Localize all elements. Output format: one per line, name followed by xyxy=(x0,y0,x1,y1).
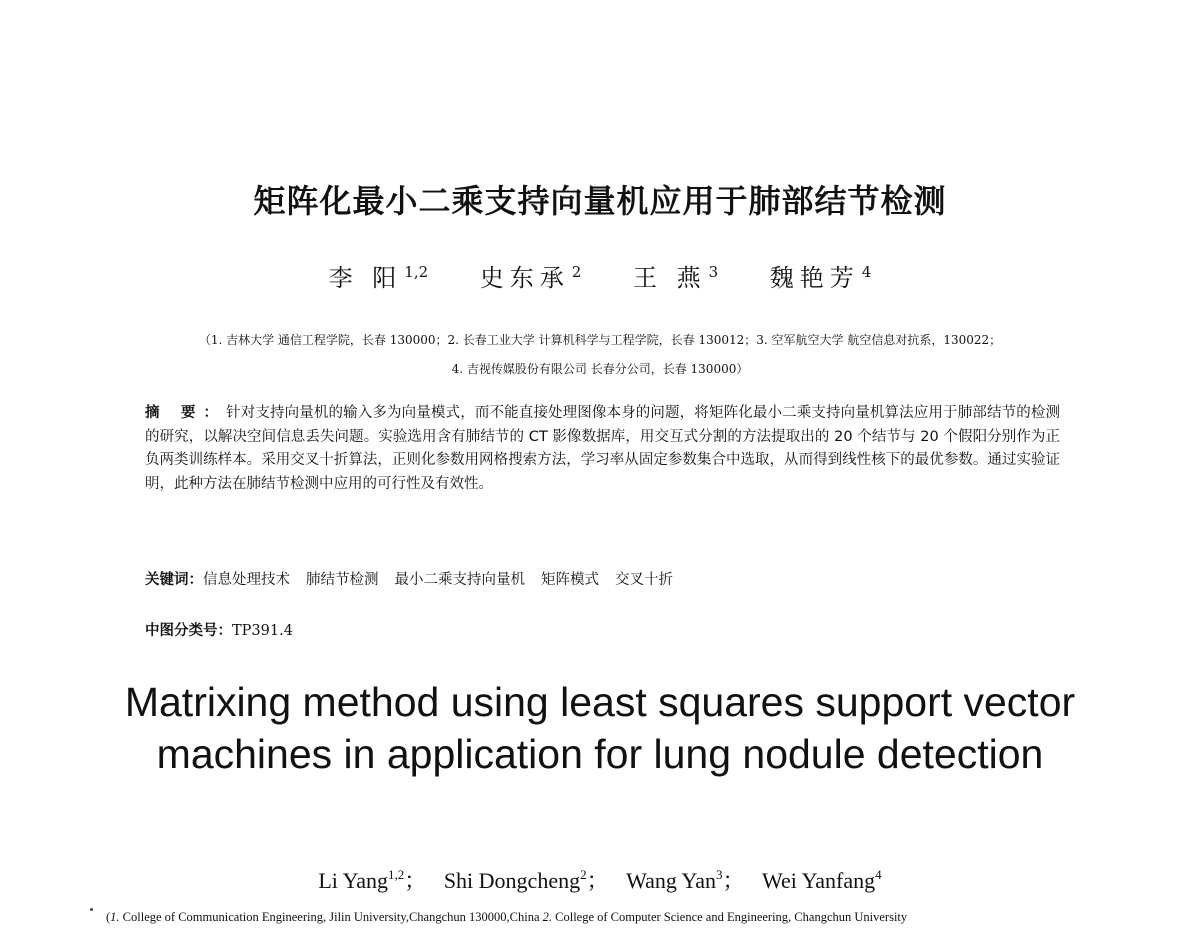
keyword: 肺结节检测 xyxy=(306,572,379,588)
chinese-author xyxy=(770,258,872,293)
english-author xyxy=(444,868,609,893)
author-name: Shi Dongcheng xyxy=(443,868,581,893)
english-affiliation xyxy=(106,910,907,925)
classification-label: 中图分类号： xyxy=(145,623,232,639)
classification-number xyxy=(145,619,293,640)
chinese-abstract xyxy=(145,402,1060,496)
author-name: Wang Yan xyxy=(626,868,716,893)
scan-speck xyxy=(90,908,93,911)
author-affiliation-mark: 4 xyxy=(875,867,882,882)
keyword: 信息处理技术 xyxy=(203,572,290,588)
author-affiliation-mark: 1,2 xyxy=(388,867,405,882)
affiliation-number: 2. xyxy=(542,910,553,924)
author-separator: ； xyxy=(586,868,609,893)
author-name: 魏艳芳 xyxy=(769,264,860,292)
english-author xyxy=(318,868,426,893)
chinese-author xyxy=(633,258,718,293)
author-name: 史东承 xyxy=(479,264,570,292)
abstract-label: 摘 要： xyxy=(145,405,227,421)
keyword: 矩阵模式 xyxy=(541,572,599,588)
classification-value: TP391.4 xyxy=(232,623,293,639)
keyword: 交叉十折 xyxy=(615,572,673,588)
keyword: 最小二乘支持向量机 xyxy=(394,572,525,588)
author-separator: ； xyxy=(404,868,427,893)
author-name: 李 阳 xyxy=(328,264,403,292)
chinese-affiliation-line-2: 4. 吉视传媒股份有限公司 长春分公司，长春 130000） xyxy=(451,362,749,376)
author-affiliation-mark: 2 xyxy=(571,263,582,281)
chinese-author xyxy=(329,258,429,293)
author-name: Li Yang xyxy=(318,868,389,893)
chinese-affiliation-line-1: （1. 吉林大学 通信工程学院，长春 130000；2. 长春工业大学 计算机科学与工程学院，长春 130012；3. 空军航空大学 航空信息对抗系，130022； xyxy=(198,333,1002,347)
english-author xyxy=(762,868,882,893)
chinese-keywords xyxy=(145,568,1060,589)
chinese-author xyxy=(480,258,582,293)
keywords-label: 关键词： xyxy=(145,572,203,588)
author-separator: ； xyxy=(722,868,745,893)
chinese-title: 矩阵化最小二乘支持向量机应用于肺部结节检测 xyxy=(253,182,947,220)
author-name: 王 燕 xyxy=(632,264,707,292)
affiliation-number: 1. xyxy=(110,910,120,924)
affiliation-paren: ( xyxy=(106,910,111,924)
english-author-list xyxy=(0,864,1200,895)
author-affiliation-mark: 3 xyxy=(708,263,719,281)
author-name: Wei Yanfang xyxy=(762,868,876,893)
english-author xyxy=(626,868,744,893)
affiliation-text: College of Communication Engineering, Jilin University,Changchun 130000,China xyxy=(119,910,543,924)
author-affiliation-mark: 2 xyxy=(580,867,587,882)
abstract-text: 针对支持向量机的输入多为向量模式，而不能直接处理图像本身的问题，将矩阵化最小二乘支持向量机算法应用于肺部结节的检测的研究，以解决空间信息丢失问题。实验选用含有肺结节的 CT 影像数据库，用交互式分割的方法提取出的 20 个结节与 20 个假阳分别作为正负两类训练样本。采用交叉十折算法，正则化参数用网格搜索方法，学习率从固定参数集合中选取，从而得到线性核下的最优参数。通过实验证明，此种方法在肺结节检测中应用的可行性及有效性。 xyxy=(145,405,1060,492)
english-title: Matrixing method using least squares support vector machines in application for lung nodule detection xyxy=(124,679,1076,777)
author-affiliation-mark: 1,2 xyxy=(404,263,429,281)
author-affiliation-mark: 4 xyxy=(861,263,872,281)
chinese-author-list xyxy=(0,258,1200,293)
author-affiliation-mark: 3 xyxy=(716,867,723,882)
affiliation-text: College of Computer Science and Engineering, Changchun University xyxy=(552,910,908,924)
